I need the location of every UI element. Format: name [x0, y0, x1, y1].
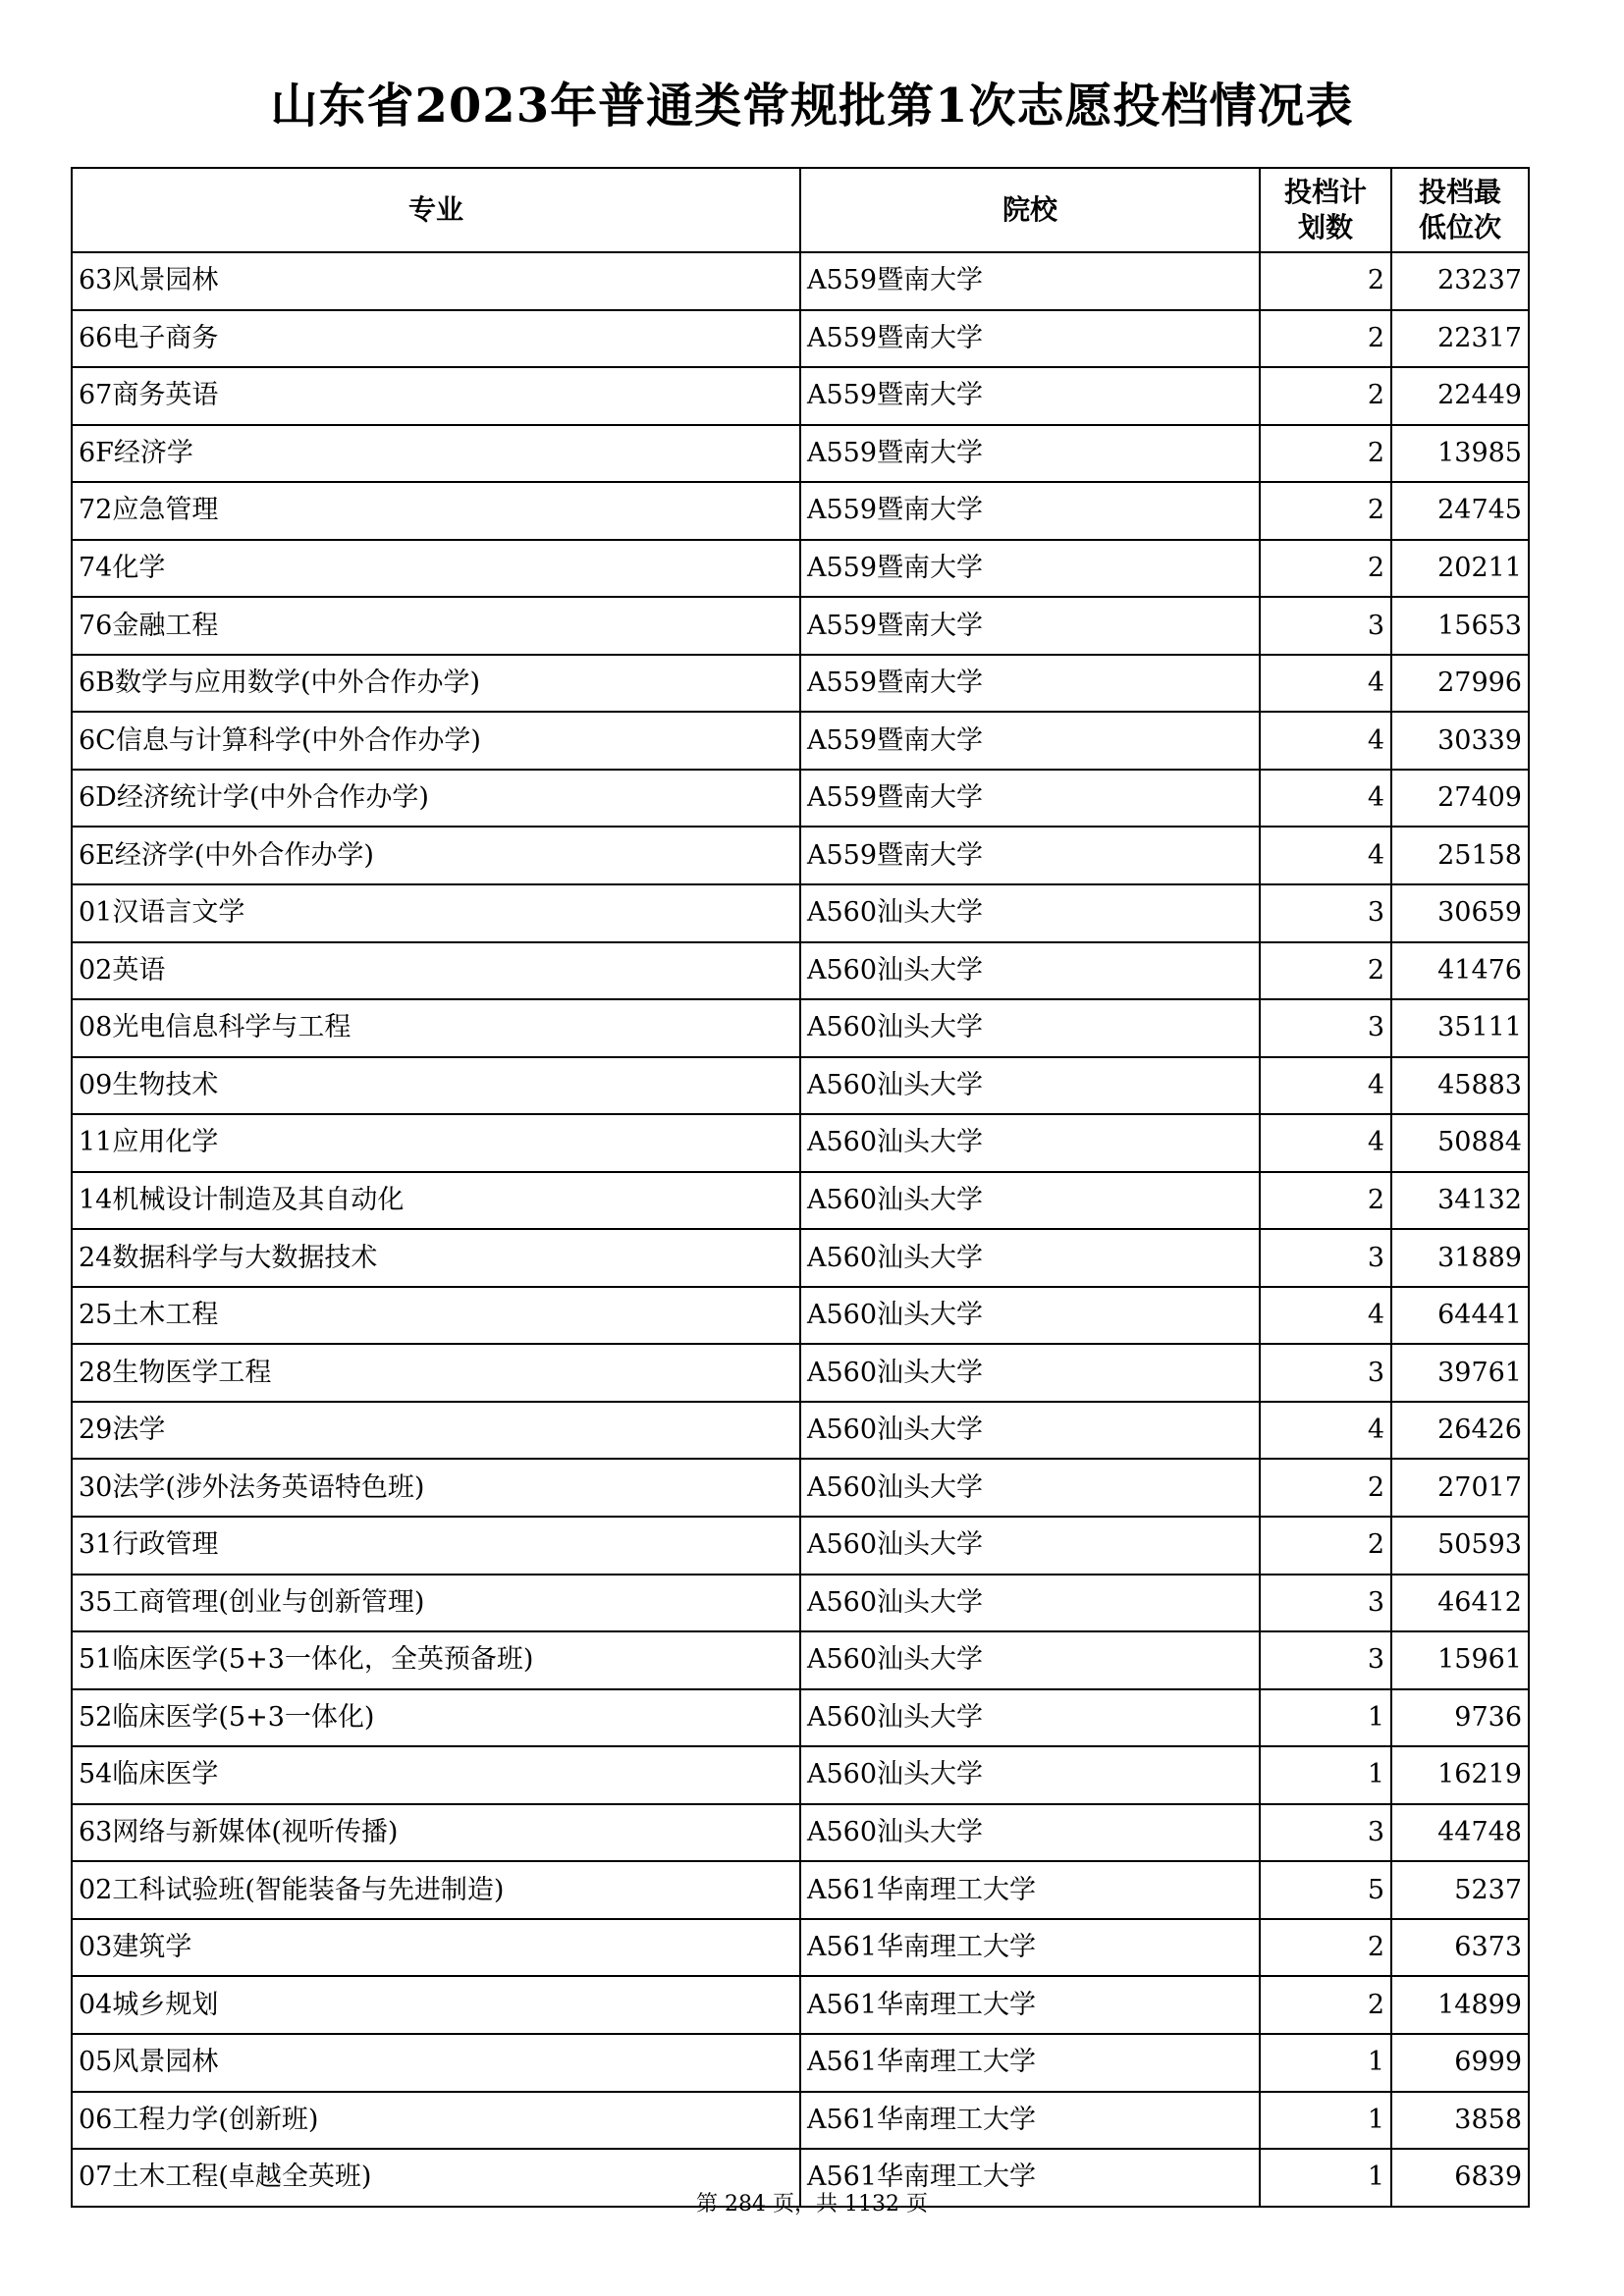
table-row	[72, 1402, 1529, 1460]
header-rank-line2: 低位次	[1418, 211, 1501, 243]
cell-school: A559暨南大学	[800, 425, 1260, 483]
cell-school: A560汕头大学	[800, 884, 1260, 942]
table-row	[72, 942, 1529, 1000]
cell-school: A559暨南大学	[800, 827, 1260, 884]
cell-major: 02工科试验班(智能装备与先进制造)	[72, 1861, 800, 1919]
cell-plan-count: 2	[1260, 1459, 1391, 1517]
cell-school: A559暨南大学	[800, 770, 1260, 828]
cell-plan-count: 2	[1260, 1517, 1391, 1575]
cell-min-rank: 34132	[1391, 1172, 1529, 1230]
cell-plan-count: 2	[1260, 310, 1391, 368]
table-row	[72, 1172, 1529, 1230]
table-row	[72, 597, 1529, 655]
table-row	[72, 540, 1529, 598]
cell-school: A560汕头大学	[800, 1287, 1260, 1345]
cell-plan-count: 1	[1260, 2092, 1391, 2150]
table-row	[72, 1631, 1529, 1689]
cell-min-rank: 41476	[1391, 942, 1529, 1000]
cell-plan-count: 1	[1260, 1746, 1391, 1804]
cell-major: 6D经济统计学(中外合作办学)	[72, 770, 800, 828]
cell-plan-count: 4	[1260, 770, 1391, 828]
cell-plan-count: 2	[1260, 252, 1391, 310]
header-plan-line2: 划数	[1297, 211, 1353, 243]
cell-plan-count: 4	[1260, 1402, 1391, 1460]
cell-plan-count: 1	[1260, 2149, 1391, 2207]
cell-major: 67商务英语	[72, 367, 800, 425]
table-row	[72, 367, 1529, 425]
cell-school: A559暨南大学	[800, 482, 1260, 540]
cell-school: A559暨南大学	[800, 540, 1260, 598]
cell-min-rank: 46412	[1391, 1575, 1529, 1632]
cell-school: A559暨南大学	[800, 712, 1260, 770]
cell-major: 04城乡规划	[72, 1976, 800, 2034]
cell-min-rank: 50593	[1391, 1517, 1529, 1575]
table-row	[72, 770, 1529, 828]
cell-plan-count: 3	[1260, 1804, 1391, 1862]
cell-school: A561华南理工大学	[800, 2092, 1260, 2150]
cell-plan-count: 2	[1260, 482, 1391, 540]
table-row	[72, 1575, 1529, 1632]
cell-min-rank: 6999	[1391, 2034, 1529, 2092]
cell-school: A559暨南大学	[800, 252, 1260, 310]
cell-min-rank: 20211	[1391, 540, 1529, 598]
cell-plan-count: 1	[1260, 2034, 1391, 2092]
cell-plan-count: 2	[1260, 1976, 1391, 2034]
cell-school: A560汕头大学	[800, 1229, 1260, 1287]
cell-major: 09生物技术	[72, 1057, 800, 1115]
table-row	[72, 425, 1529, 483]
table-row	[72, 884, 1529, 942]
cell-school: A560汕头大学	[800, 1057, 1260, 1115]
cell-major: 6C信息与计算科学(中外合作办学)	[72, 712, 800, 770]
cell-major: 51临床医学(5+3一体化，全英预备班)	[72, 1631, 800, 1689]
cell-major: 25土木工程	[72, 1287, 800, 1345]
table-row	[72, 252, 1529, 310]
cell-min-rank: 16219	[1391, 1746, 1529, 1804]
cell-school: A560汕头大学	[800, 1172, 1260, 1230]
table-row	[72, 1861, 1529, 1919]
cell-major: 07土木工程(卓越全英班)	[72, 2149, 800, 2207]
cell-school: A560汕头大学	[800, 999, 1260, 1057]
cell-major: 54临床医学	[72, 1746, 800, 1804]
table-row	[72, 482, 1529, 540]
cell-plan-count: 4	[1260, 712, 1391, 770]
table-body	[72, 252, 1529, 2207]
table-row	[72, 1689, 1529, 1747]
header-min-rank	[1391, 168, 1529, 252]
cell-school: A560汕头大学	[800, 1402, 1260, 1460]
cell-min-rank: 39761	[1391, 1344, 1529, 1402]
cell-min-rank: 3858	[1391, 2092, 1529, 2150]
cell-min-rank: 64441	[1391, 1287, 1529, 1345]
header-rank-line1: 投档最	[1418, 176, 1501, 208]
table-row	[72, 1919, 1529, 1977]
cell-plan-count: 4	[1260, 1057, 1391, 1115]
cell-major: 6B数学与应用数学(中外合作办学)	[72, 655, 800, 713]
cell-major: 31行政管理	[72, 1517, 800, 1575]
cell-school: A561华南理工大学	[800, 2149, 1260, 2207]
header-major: 专业	[72, 168, 800, 252]
cell-plan-count: 4	[1260, 655, 1391, 713]
page-title: 山东省2023年普通类常规批第1次志愿投档情况表	[270, 79, 1354, 133]
cell-major: 02英语	[72, 942, 800, 1000]
table-row	[72, 1287, 1529, 1345]
cell-min-rank: 27017	[1391, 1459, 1529, 1517]
table-row	[72, 1057, 1529, 1115]
table-row	[72, 655, 1529, 713]
cell-plan-count: 3	[1260, 597, 1391, 655]
cell-school: A560汕头大学	[800, 1459, 1260, 1517]
cell-school: A559暨南大学	[800, 310, 1260, 368]
table-row	[72, 2092, 1529, 2150]
cell-major: 05风景园林	[72, 2034, 800, 2092]
cell-school: A561华南理工大学	[800, 1861, 1260, 1919]
cell-min-rank: 30659	[1391, 884, 1529, 942]
table-header	[72, 168, 1529, 252]
cell-school: A560汕头大学	[800, 1631, 1260, 1689]
cell-plan-count: 3	[1260, 1631, 1391, 1689]
cell-major: 14机械设计制造及其自动化	[72, 1172, 800, 1230]
cell-major: 29法学	[72, 1402, 800, 1460]
cell-major: 06工程力学(创新班)	[72, 2092, 800, 2150]
cell-major: 24数据科学与大数据技术	[72, 1229, 800, 1287]
cell-plan-count: 2	[1260, 1172, 1391, 1230]
cell-min-rank: 6839	[1391, 2149, 1529, 2207]
table-row	[72, 1517, 1529, 1575]
cell-plan-count: 3	[1260, 1229, 1391, 1287]
table-row	[72, 1459, 1529, 1517]
cell-school: A560汕头大学	[800, 1114, 1260, 1172]
cell-major: 01汉语言文学	[72, 884, 800, 942]
table-row	[72, 1976, 1529, 2034]
cell-plan-count: 3	[1260, 1575, 1391, 1632]
cell-school: A560汕头大学	[800, 1804, 1260, 1862]
cell-school: A560汕头大学	[800, 1746, 1260, 1804]
cell-min-rank: 9736	[1391, 1689, 1529, 1747]
cell-major: 63网络与新媒体(视听传播)	[72, 1804, 800, 1862]
table-row	[72, 712, 1529, 770]
cell-school: A559暨南大学	[800, 655, 1260, 713]
cell-school: A560汕头大学	[800, 1575, 1260, 1632]
cell-school: A560汕头大学	[800, 1689, 1260, 1747]
cell-min-rank: 14899	[1391, 1976, 1529, 2034]
cell-major: 6E经济学(中外合作办学)	[72, 827, 800, 884]
header-plan-line1: 投档计	[1283, 176, 1367, 208]
cell-min-rank: 6373	[1391, 1919, 1529, 1977]
cell-plan-count: 3	[1260, 999, 1391, 1057]
cell-major: 30法学(涉外法务英语特色班)	[72, 1459, 800, 1517]
table-row	[72, 310, 1529, 368]
cell-school: A561华南理工大学	[800, 2034, 1260, 2092]
cell-min-rank: 13985	[1391, 425, 1529, 483]
table-row	[72, 1114, 1529, 1172]
cell-major: 6F经济学	[72, 425, 800, 483]
cell-min-rank: 24745	[1391, 482, 1529, 540]
table-row	[72, 1804, 1529, 1862]
cell-major: 28生物医学工程	[72, 1344, 800, 1402]
cell-school: A560汕头大学	[800, 1344, 1260, 1402]
cell-min-rank: 25158	[1391, 827, 1529, 884]
cell-major: 76金融工程	[72, 597, 800, 655]
cell-plan-count: 2	[1260, 1919, 1391, 1977]
cell-plan-count: 3	[1260, 884, 1391, 942]
admission-table	[71, 167, 1530, 2208]
cell-major: 08光电信息科学与工程	[72, 999, 800, 1057]
cell-min-rank: 44748	[1391, 1804, 1529, 1862]
cell-min-rank: 50884	[1391, 1114, 1529, 1172]
page-footer: 第 284 页，共 1132 页	[696, 2192, 928, 2216]
table-row	[72, 1344, 1529, 1402]
cell-plan-count: 2	[1260, 942, 1391, 1000]
cell-min-rank: 22449	[1391, 367, 1529, 425]
cell-min-rank: 27996	[1391, 655, 1529, 713]
cell-min-rank: 35111	[1391, 999, 1529, 1057]
table-row	[72, 2034, 1529, 2092]
cell-school: A561华南理工大学	[800, 1919, 1260, 1977]
cell-major: 52临床医学(5+3一体化)	[72, 1689, 800, 1747]
cell-plan-count: 2	[1260, 367, 1391, 425]
cell-min-rank: 15653	[1391, 597, 1529, 655]
cell-school: A561华南理工大学	[800, 1976, 1260, 2034]
table-row	[72, 999, 1529, 1057]
cell-min-rank: 27409	[1391, 770, 1529, 828]
cell-school: A560汕头大学	[800, 1517, 1260, 1575]
cell-plan-count: 4	[1260, 827, 1391, 884]
cell-major: 72应急管理	[72, 482, 800, 540]
cell-major: 11应用化学	[72, 1114, 800, 1172]
cell-school: A560汕头大学	[800, 942, 1260, 1000]
cell-plan-count: 2	[1260, 425, 1391, 483]
cell-major: 66电子商务	[72, 310, 800, 368]
header-plan-count	[1260, 168, 1391, 252]
cell-min-rank: 5237	[1391, 1861, 1529, 1919]
cell-min-rank: 31889	[1391, 1229, 1529, 1287]
cell-major: 74化学	[72, 540, 800, 598]
cell-min-rank: 23237	[1391, 252, 1529, 310]
cell-major: 35工商管理(创业与创新管理)	[72, 1575, 800, 1632]
cell-min-rank: 26426	[1391, 1402, 1529, 1460]
cell-plan-count: 3	[1260, 1344, 1391, 1402]
table-row	[72, 1229, 1529, 1287]
cell-plan-count: 1	[1260, 1689, 1391, 1747]
cell-plan-count: 4	[1260, 1114, 1391, 1172]
cell-school: A559暨南大学	[800, 367, 1260, 425]
cell-min-rank: 30339	[1391, 712, 1529, 770]
cell-major: 63风景园林	[72, 252, 800, 310]
table-row	[72, 1746, 1529, 1804]
table-row	[72, 827, 1529, 884]
cell-plan-count: 4	[1260, 1287, 1391, 1345]
header-school: 院校	[800, 168, 1260, 252]
cell-plan-count: 5	[1260, 1861, 1391, 1919]
cell-min-rank: 45883	[1391, 1057, 1529, 1115]
cell-plan-count: 2	[1260, 540, 1391, 598]
cell-school: A559暨南大学	[800, 597, 1260, 655]
cell-min-rank: 15961	[1391, 1631, 1529, 1689]
cell-min-rank: 22317	[1391, 310, 1529, 368]
header-row	[72, 168, 1529, 252]
cell-major: 03建筑学	[72, 1919, 800, 1977]
